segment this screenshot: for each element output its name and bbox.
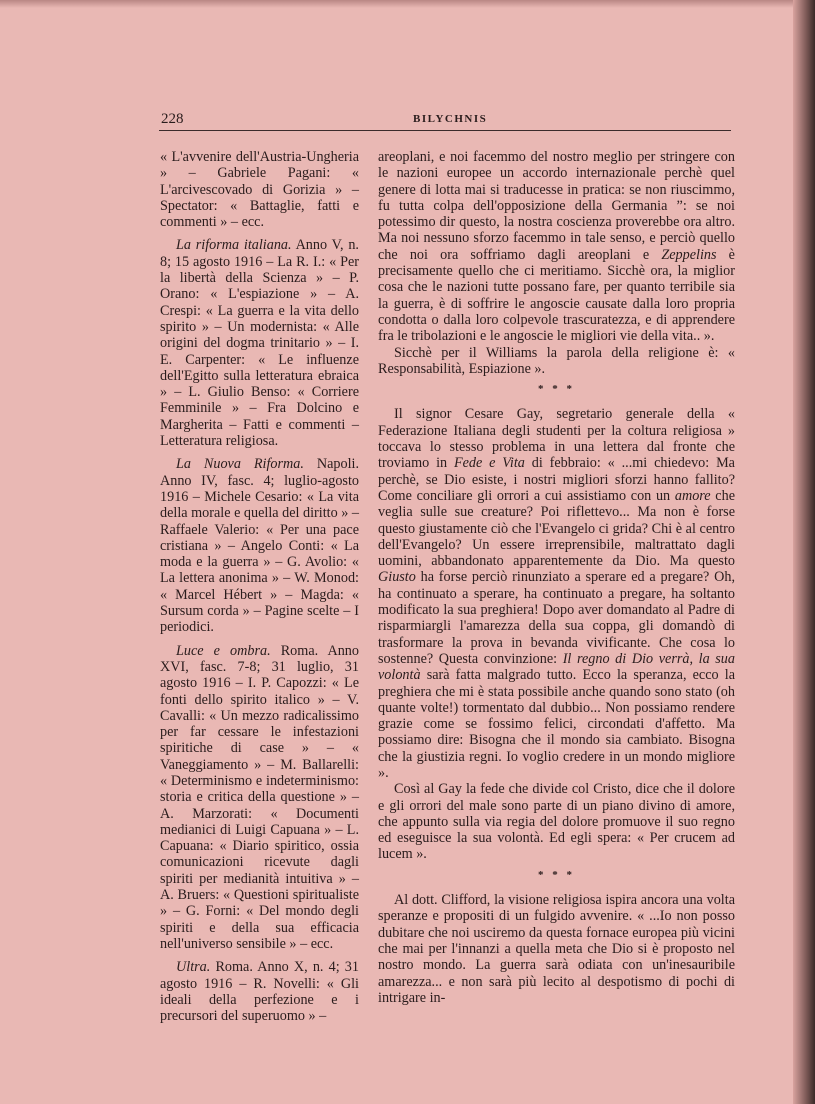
paragraph-text: che veglia sulle sue creature? Poi riflettevo... Ma non è forse questo giustamente ciò che l'Evangelo ci grida? Chi è al centro dell'Evangelo? Un essere irreprensibile, maltrattato dagli uomini, abbandonato apparentemente da Dio. Ma questo xyxy=(378,487,735,570)
review-entry xyxy=(160,643,359,953)
review-entry xyxy=(160,456,359,635)
italic-term: Giusto xyxy=(378,569,416,586)
entry-text: Roma. Anno X, n. 4; 31 agosto 1916 – R. Novelli: « Gli ideali della perfezione e i precursori del superuomo » – xyxy=(160,959,359,1025)
entry-text: Anno V, n. 8; 15 agosto 1916 – La R. I.: « Per la libertà della Scienza » – P. Orano: « L'espiazione » – A. Crespi: « La guerra e la vita dello spirito » – Un modernista: « Alle origini del dogma trinitario » – I. E. Carpenter: « Le influenze dell'Egitto sulla letteratura ebraica » – L. Giulio Benso: « Corriere Femminile » – Fra Dolcino e Margherita – Fatti e commenti – Letteratura religiosa. xyxy=(160,237,359,450)
section-separator: * * * xyxy=(538,868,575,881)
header-rule xyxy=(159,130,731,131)
body-paragraph: Al dott. Clifford, la visione religiosa ispira ancora una volta speranze e propositi di un fulgido avvenire. « ...Io non posso dubitare che noi usciremo da questa fornace europea più vicini che mai per l'innanzi a quella meta che Dio si è proposto nel nostro mondo. La guerra sarà odiata con un'inesauribile amarezza... e non sarà più lecito al despotismo di pochi di intrigare in- xyxy=(378,892,735,1006)
review-entry xyxy=(160,237,359,449)
book-spine-shadow xyxy=(793,0,815,1104)
paragraph-text: ha forse perciò rinunziato a sperare ed a pregare? Oh, ha continuato a sperare, ha continuato a pregare, ha soltanto modificato la sua preghiera! Dopo aver domandato al Padre di risparmiargli l'amarezza della sua coppa, gli domandò di trasformare la prova in bevanda vivificante. Che cosa lo sostenne? Questa convinzione: xyxy=(378,569,735,667)
review-entry xyxy=(160,149,359,230)
paragraph-text: areoplani, e noi facemmo del nostro meglio per stringere con le nazioni europee un accordo internazionale perchè quel genere di lotta mai si traducesse in pratica: se non riuscimmo, fu tutta colpa dell'opposizione della Germania ”: se noi potessimo dir questo, la nostra coscienza proverebbe ora altro. Ma noi nessuno sforzo facemmo in tale senso, e perciò quello che noi ora soffriamo dagli areoplani e xyxy=(378,149,735,263)
body-paragraph xyxy=(378,406,735,781)
body-paragraph: Così al Gay la fede che divide col Cristo, dice che il dolore e gli orrori del male sono parte di un piano divino di amore, che appunto sulla via regia del dolore promuove il suo regno ed eseguisce la sua volontà. Ed egli spera: « Per crucem ad lucem ». xyxy=(378,781,735,863)
paragraph-text: di febbraio: « ...mi chiedevo: Ma perchè, se Dio esiste, i nostri migliori sforzi hanno fallito? Come conciliare gli orrori a cui assistiamo con un xyxy=(378,455,735,504)
periodical-title: La riforma italiana. xyxy=(176,237,292,254)
paragraph-text: è precisamente quello che ci meritiamo. Sicchè ora, la miglior cosa che le nazioni tutte possano fare, per quanto terribile sia la guerra, è di soffrire le angoscie causate dalla loro propria condotta o dalla loro colpevole trascuratezza, e di apprendere fra le tribolazioni e le angoscie le migliori vie della vita.. ». xyxy=(378,246,735,345)
entry-text: « L'avvenire dell'Austria-Ungheria » – Gabriele Pagani: « L'arcivescovado di Gorizia » – Spectator: « Battaglie, fatti e commenti » – ecc. xyxy=(160,149,359,231)
italic-term: amore xyxy=(674,487,711,504)
entry-text: Napoli. Anno IV, fasc. 4; luglio-agosto 1916 – Michele Cesario: « La vita della morale e quella del diritto » – Raffaele Valerio: « Per una pace cristiana » – Angelo Conti: « La moda e la guerra » – G. Avolio: « La lettera anonima » – W. Monod: « Marcel Hébert » – Magda: « Sursum corda » – Pagine scelte – I periodici. xyxy=(160,456,359,636)
right-column xyxy=(378,149,735,1006)
italic-term: Fede e Vita xyxy=(453,455,525,472)
running-head: BILYCHNIS xyxy=(413,113,488,125)
paragraph-text: Il signor Cesare Gay, segretario generale della « Federazione Italiana degli studenti per la coltura religiosa » toccava lo stesso problema in una lettera dal fronte che troviamo in xyxy=(378,406,735,472)
body-paragraph: Sicchè per il Williams la parola della religione è: « Responsabilità, Espiazione ». xyxy=(378,344,735,377)
periodical-title: Ultra. xyxy=(176,959,211,976)
page-top-edge xyxy=(0,0,815,8)
entry-text: Roma. Anno XVI, fasc. 7-8; 31 luglio, 31 agosto 1916 – I. P. Capozzi: « Le fonti dello spirito italico » – V. Cavalli: « Un mezzo radicalissimo per far cessare le infestazioni spiritiche di case » – « Vaneggiamento » – M. Ballarelli: « Determinismo e indeterminismo: storia e critica della questione » – A. Marzorati: « Documenti medianici di Luigi Capuana » – L. Capuana: « Diario spiritico, ossia comunicazioni ricevute dagli spiriti per medianità intuitiva » – A. Bruers: « Questioni spiritualiste » – G. Forni: « Del mondo degli spiriti e della sua efficacia nell'universo sensibile » – ecc. xyxy=(160,642,359,952)
review-entry xyxy=(160,959,359,1024)
italic-term: Zeppelins xyxy=(661,246,717,263)
periodical-title: La Nuova Riforma. xyxy=(176,456,304,473)
page-number: 228 xyxy=(161,111,184,127)
periodical-title: Luce e ombra. xyxy=(176,642,271,659)
page-header xyxy=(159,111,731,131)
italic-term: Il regno di Dio verrà, la sua volontà xyxy=(378,650,735,684)
left-column xyxy=(160,149,359,1024)
paragraph-text: sarà fatta malgrado tutto. Ecco la speranza, ecco la preghiera che mi è stata possibile anche quando sono stato (oh quante volte!) tormentato dal dubbio... Non possiamo rendere grazie come se fossimo felici, circondati d'affetto. Ma possiamo dire: Bisogna che il mondo sia cambiato. Bisogna che la giustizia regni. Io voglio credere in un mondo migliore ». xyxy=(378,667,735,781)
section-separator: * * * xyxy=(538,383,575,396)
body-paragraph xyxy=(378,149,735,345)
